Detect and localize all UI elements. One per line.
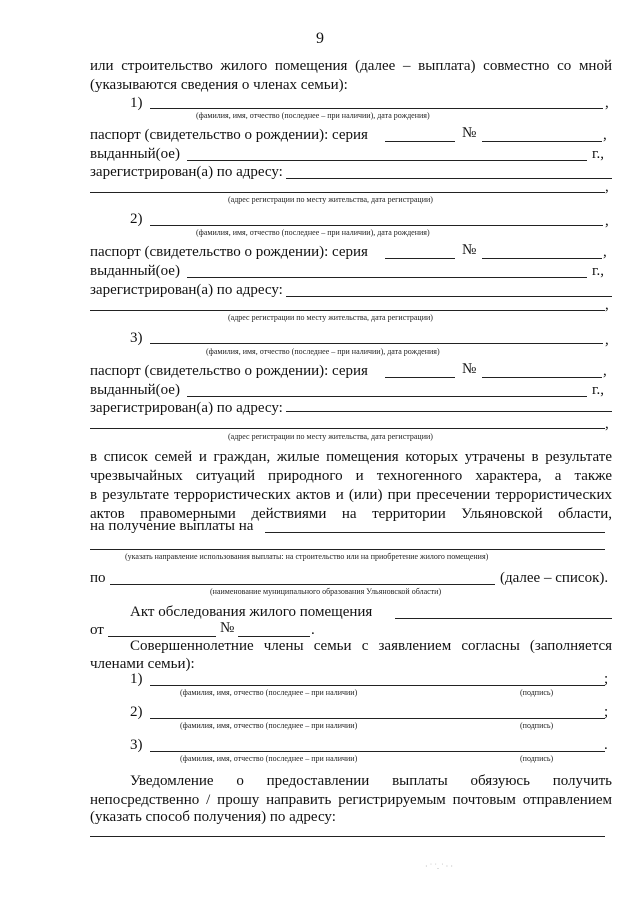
passport-series-field[interactable] bbox=[385, 377, 455, 378]
act-label: Акт обследования жилого помещения bbox=[130, 604, 373, 620]
registration-label: зарегистрирован(а) по адресу: bbox=[90, 164, 283, 180]
passport-number-field[interactable] bbox=[482, 377, 602, 378]
signer-number: 1) bbox=[130, 671, 143, 687]
signer-end: ; bbox=[604, 671, 609, 687]
act-number-sign: № bbox=[220, 620, 235, 636]
passport-label: паспорт (свидетельство о рождении): серия bbox=[90, 244, 368, 260]
name-caption: (фамилия, имя, отчество (последнее – при наличии), дата рождения) bbox=[196, 228, 430, 237]
paragraph-line-2: чрезвычайных ситуаций природного и техногенного характера, а также bbox=[90, 468, 612, 484]
issued-label: выданный(ое) bbox=[90, 382, 180, 398]
name-caption: (фамилия, имя, отчество (последнее – при наличии), дата рождения) bbox=[196, 111, 430, 120]
registration-field-b[interactable] bbox=[90, 310, 605, 311]
paragraph-line-5: на получение выплаты на bbox=[90, 518, 254, 534]
agree-line-1: Совершеннолетние члены семьи с заявлением согласны (заполняется bbox=[130, 638, 612, 654]
period: . bbox=[311, 622, 315, 638]
issued-label: выданный(ое) bbox=[90, 146, 180, 162]
signer-sign-caption: (подпись) bbox=[520, 721, 554, 730]
list-label: (далее – список). bbox=[500, 570, 609, 586]
year-suffix: г., bbox=[592, 382, 604, 398]
issued-label: выданный(ое) bbox=[90, 263, 180, 279]
registration-field-a[interactable] bbox=[286, 411, 612, 412]
passport-number-field[interactable] bbox=[482, 141, 602, 142]
signer-sign-caption: (подпись) bbox=[520, 688, 554, 697]
comma: , bbox=[603, 244, 607, 260]
member-name-field[interactable] bbox=[150, 343, 603, 344]
signer-name-caption: (фамилия, имя, отчество (последнее – при наличии) bbox=[180, 688, 358, 697]
page-number: 9 bbox=[316, 30, 324, 47]
direction-field-b[interactable] bbox=[90, 549, 605, 550]
notice-line-2: непосредственно / прошу направить регистрируемым почтовым отправлением bbox=[90, 792, 612, 808]
signer-name-caption: (фамилия, имя, отчество (последнее – при наличии) bbox=[180, 721, 358, 730]
passport-series-field[interactable] bbox=[385, 258, 455, 259]
agree-line-2: членами семьи): bbox=[90, 656, 195, 672]
address-caption: (адрес регистрации по месту жительства, дата регистрации) bbox=[228, 432, 433, 441]
intro-line-1: или строительство жилого помещения (далее – выплата) совместно со мной bbox=[90, 58, 612, 74]
signer-name-field[interactable] bbox=[150, 751, 605, 752]
name-caption: (фамилия, имя, отчество (последнее – при наличии), дата рождения) bbox=[206, 347, 440, 356]
comma: , bbox=[605, 332, 609, 348]
po-label: по bbox=[90, 570, 106, 586]
from-label: от bbox=[90, 622, 104, 638]
comma: , bbox=[605, 95, 609, 111]
direction-caption: (указать направление использования выплаты: на строительство или на приобретение жилого помещения) bbox=[125, 552, 489, 561]
signer-end: . bbox=[604, 737, 608, 753]
address-caption: (адрес регистрации по месту жительства, дата регистрации) bbox=[228, 313, 433, 322]
passport-series-field[interactable] bbox=[385, 141, 455, 142]
passport-label: паспорт (свидетельство о рождении): серия bbox=[90, 363, 368, 379]
registration-field-b[interactable] bbox=[90, 192, 605, 193]
registration-field-a[interactable] bbox=[286, 178, 612, 179]
number-sign: № bbox=[462, 125, 477, 141]
comma: , bbox=[605, 179, 609, 195]
year-suffix: г., bbox=[592, 146, 604, 162]
registration-label: зарегистрирован(а) по адресу: bbox=[90, 282, 283, 298]
comma: , bbox=[605, 297, 609, 313]
passport-number-field[interactable] bbox=[482, 258, 602, 259]
notice-line-3: (указать способ получения) по адресу: bbox=[90, 809, 336, 825]
signer-name-field[interactable] bbox=[150, 685, 605, 686]
municipality-caption: (наименование муниципального образования Ульяновской области) bbox=[210, 587, 442, 596]
member-number: 2) bbox=[130, 211, 143, 227]
address-caption: (адрес регистрации по месту жительства, дата регистрации) bbox=[228, 195, 433, 204]
signer-number: 2) bbox=[130, 704, 143, 720]
registration-label: зарегистрирован(а) по адресу: bbox=[90, 400, 283, 416]
registration-field-a[interactable] bbox=[286, 296, 612, 297]
comma: , bbox=[603, 363, 607, 379]
signer-name-field[interactable] bbox=[150, 718, 605, 719]
scan-speckle: · ˙ ˙. ˙ · · bbox=[425, 862, 453, 871]
paragraph-line-1: в список семей и граждан, жилые помещения которых утрачены в результате bbox=[90, 449, 612, 465]
issued-by-field[interactable] bbox=[187, 160, 587, 161]
act-field[interactable] bbox=[395, 618, 612, 619]
member-number: 1) bbox=[130, 95, 143, 111]
intro-line-2: (указываются сведения о членах семьи): bbox=[90, 77, 348, 93]
passport-label: паспорт (свидетельство о рождении): серия bbox=[90, 127, 368, 143]
comma: , bbox=[605, 416, 609, 432]
signer-name-caption: (фамилия, имя, отчество (последнее – при наличии) bbox=[180, 754, 358, 763]
signer-number: 3) bbox=[130, 737, 143, 753]
registration-field-b[interactable] bbox=[90, 428, 605, 429]
direction-field-a[interactable] bbox=[265, 532, 605, 533]
notice-address-field[interactable] bbox=[90, 836, 605, 837]
comma: , bbox=[603, 127, 607, 143]
comma: , bbox=[605, 213, 609, 229]
paragraph-line-4: актов правомерными действиями на территории Ульяновской области, bbox=[90, 506, 612, 522]
signer-end: ; bbox=[604, 704, 609, 720]
issued-by-field[interactable] bbox=[187, 277, 587, 278]
signer-sign-caption: (подпись) bbox=[520, 754, 554, 763]
municipality-field[interactable] bbox=[110, 584, 495, 585]
member-number: 3) bbox=[130, 330, 143, 346]
year-suffix: г., bbox=[592, 263, 604, 279]
issued-by-field[interactable] bbox=[187, 396, 587, 397]
number-sign: № bbox=[462, 361, 477, 377]
number-sign: № bbox=[462, 242, 477, 258]
member-name-field[interactable] bbox=[150, 108, 603, 109]
member-name-field[interactable] bbox=[150, 225, 603, 226]
paragraph-line-3: в результате террористических актов и (или) при пресечении террористических bbox=[90, 487, 612, 503]
notice-line-1: Уведомление о предоставлении выплаты обязуюсь получить bbox=[130, 773, 612, 789]
